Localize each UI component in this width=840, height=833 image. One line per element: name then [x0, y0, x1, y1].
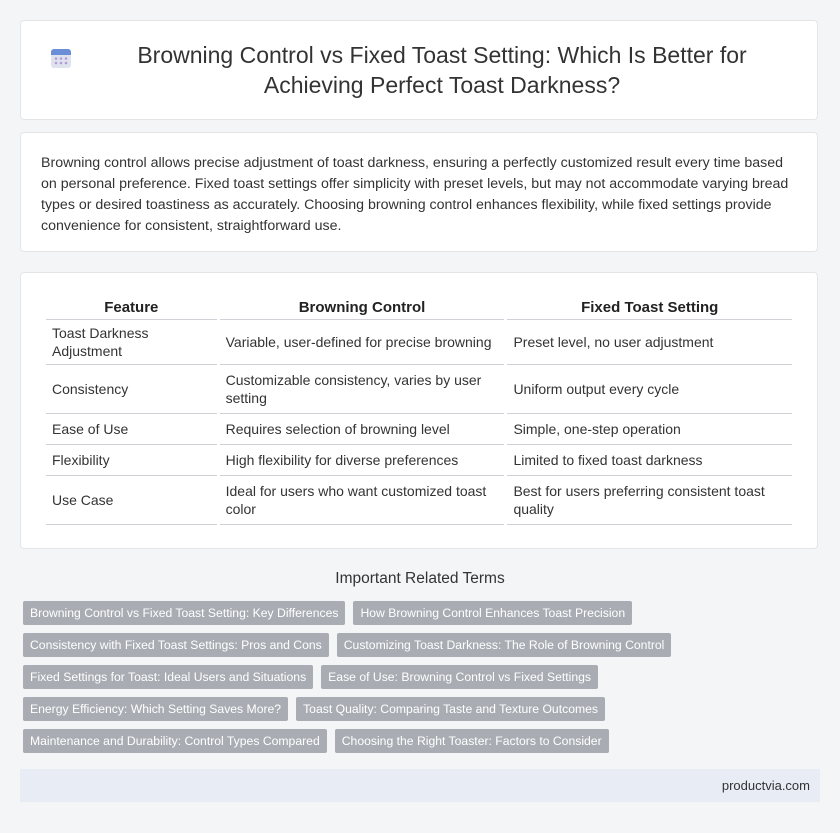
header-browning-control: Browning Control [220, 293, 505, 320]
footer [20, 769, 820, 802]
table-row [46, 320, 792, 365]
table-cell: Variable, user-defined for precise browning [220, 320, 505, 365]
related-term-tag[interactable]: How Browning Control Enhances Toast Precision [353, 601, 632, 625]
table-row [46, 445, 792, 476]
title-card [20, 20, 818, 120]
table-cell: Best for users preferring consistent toast quality [507, 476, 792, 525]
table-cell: Limited to fixed toast darkness [507, 445, 792, 476]
related-term-tag[interactable]: Maintenance and Durability: Control Types Compared [23, 729, 327, 753]
related-term-tag[interactable]: Ease of Use: Browning Control vs Fixed Settings [321, 665, 598, 689]
related-terms-list [23, 601, 823, 761]
table-cell: Use Case [46, 476, 217, 525]
table-header-row [46, 293, 792, 320]
table-row [46, 476, 792, 525]
comparison-table [43, 293, 795, 525]
table-cell: Simple, one-step operation [507, 414, 792, 445]
table-cell: Customizable consistency, varies by user setting [220, 365, 505, 414]
page-title: Browning Control vs Fixed Toast Setting: Which Is Better for Achieving Perfect Toast Darkness? [137, 42, 747, 98]
comparison-table-card [20, 272, 818, 549]
table-row [46, 414, 792, 445]
table-cell: Requires selection of browning level [220, 414, 505, 445]
related-term-tag[interactable]: Browning Control vs Fixed Toast Setting: Key Differences [23, 601, 345, 625]
table-cell: Preset level, no user adjustment [507, 320, 792, 365]
table-cell: High flexibility for diverse preferences [220, 445, 505, 476]
intro-card [20, 132, 818, 252]
header-fixed-toast-setting: Fixed Toast Setting [507, 293, 792, 320]
table-cell: Uniform output every cycle [507, 365, 792, 414]
related-term-tag[interactable]: Consistency with Fixed Toast Settings: Pros and Cons [23, 633, 329, 657]
header-feature: Feature [46, 293, 217, 320]
table-cell: Ease of Use [46, 414, 217, 445]
related-term-tag[interactable]: Choosing the Right Toaster: Factors to Consider [335, 729, 609, 753]
related-term-tag[interactable]: Toast Quality: Comparing Taste and Texture Outcomes [296, 697, 605, 721]
related-terms-heading: Important Related Terms [335, 570, 505, 587]
table-cell: Consistency [46, 365, 217, 414]
table-cell: Flexibility [46, 445, 217, 476]
footer-site-link[interactable]: productvia.com [721, 778, 810, 793]
table-cell: Toast Darkness Adjustment [46, 320, 217, 365]
table-cell: Ideal for users who want customized toast color [220, 476, 505, 525]
calendar-icon [49, 46, 73, 70]
related-term-tag[interactable]: Energy Efficiency: Which Setting Saves More? [23, 697, 288, 721]
related-term-tag[interactable]: Customizing Toast Darkness: The Role of Browning Control [337, 633, 672, 657]
table-row [46, 365, 792, 414]
intro-paragraph: Browning control allows precise adjustment of toast darkness, ensuring a perfectly customized result every time based on personal preference. Fixed toast settings offer simplicity with preset levels, but may not accommodate varying bread types or desired toastiness as accurately. Choosing browning control enhances flexibility, while fixed settings provide convenience for consistent, straightforward use. [41, 155, 789, 234]
related-term-tag[interactable]: Fixed Settings for Toast: Ideal Users and Situations [23, 665, 313, 689]
